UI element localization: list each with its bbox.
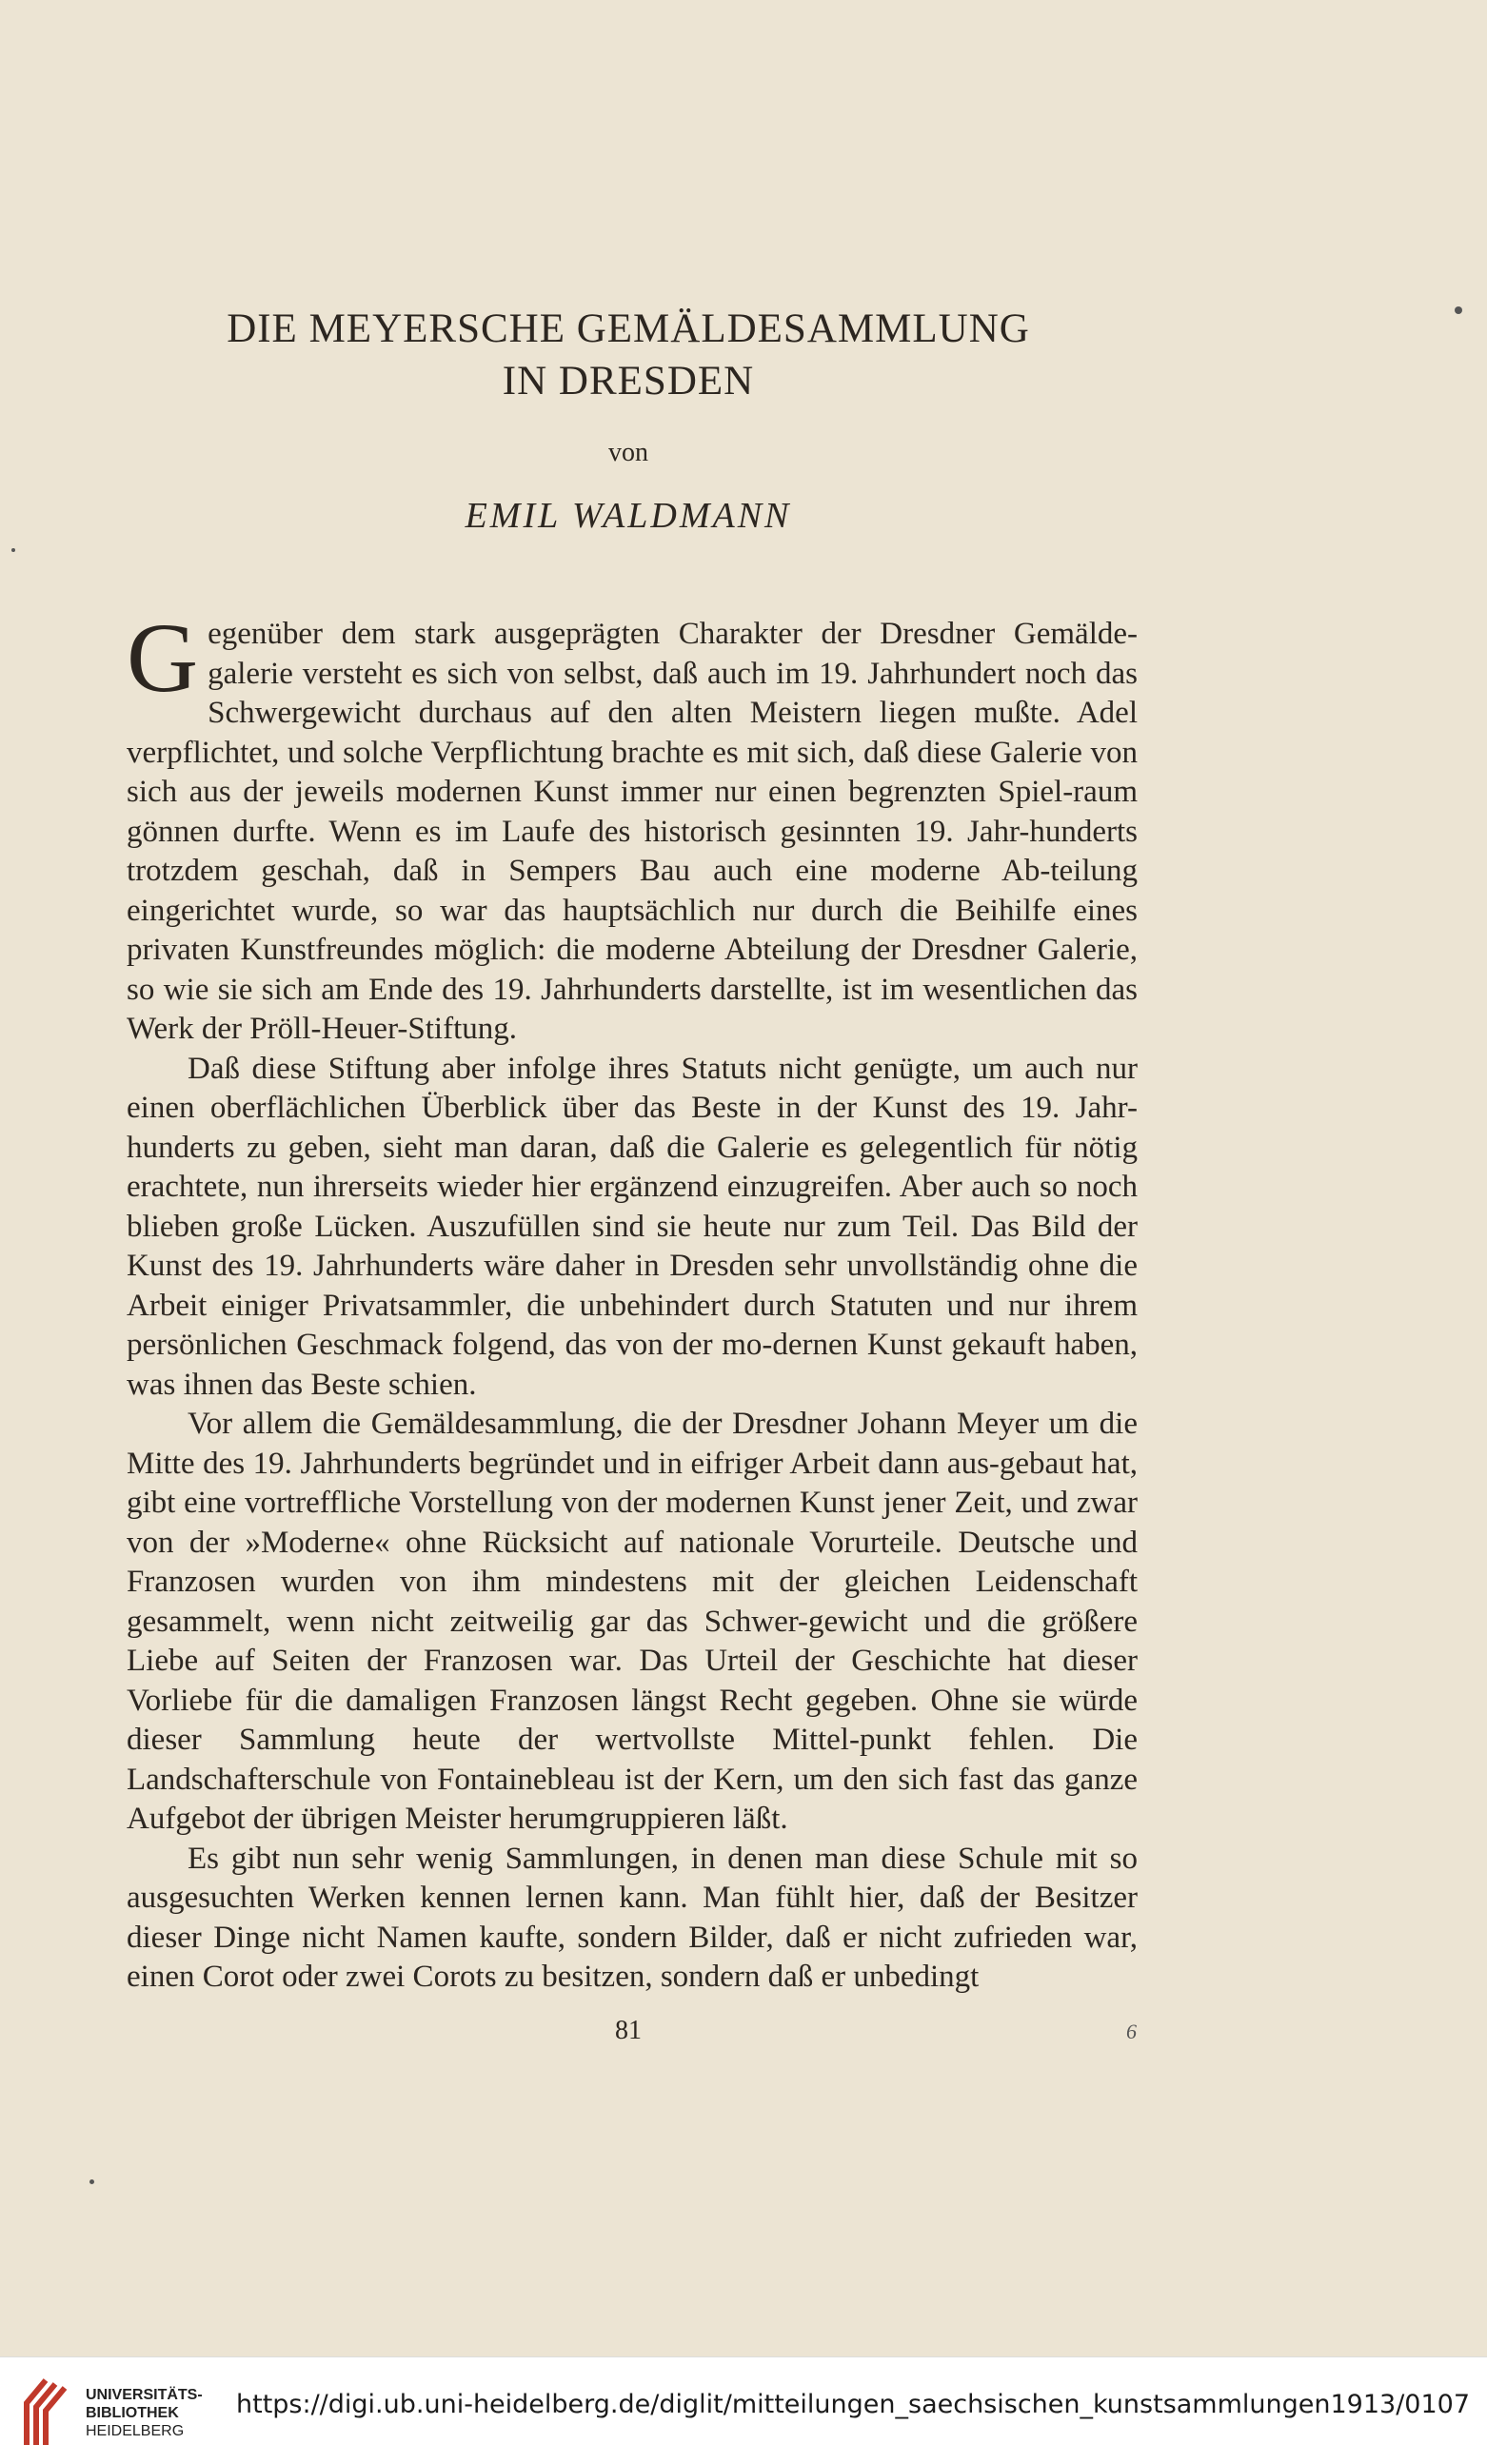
author-name: EMIL WALDMANN — [465, 496, 792, 536]
page-number: 81 — [615, 2016, 642, 2045]
paragraph-1-text: egenüber dem stark ausgeprägten Charakter der Dresdner Gemälde-galerie versteht es sich von selbst, daß auch im 19. Jahrhundert noch das Schwergewicht durchaus auf den alten Meistern liegen mußte. Adel verpflichtet, und solche Verpflichtung brachte es mit sich, daß diese Galerie von sich aus der jeweils modernen Kunst immer nur einen begrenzten Spiel-raum gönnen durfte. Wenn es im Laufe des historisch gesinnten 19. Jahr-hunderts trotzdem geschah, daß in Sempers Bau auch eine moderne Ab-teilung eingerichtet wurde, so war das hauptsächlich nur durch die Beihilfe eines privaten Kunstfreundes möglich: die moderne Abteilung der Dresdner Galerie, so wie sie sich am Ende des 19. Jahrhunderts darstellte, ist im wesentlichen das Werk der Pröll-Heuer-Stiftung. — [127, 617, 1138, 1046]
paragraph-3: Vor allem die Gemäldesammlung, die der Dresdner Johann Meyer um die Mitte des 19. Jahrhunderts begründet und in eifriger Arbeit dann aus-gebaut hat, gibt eine vortreffliche Vorstellung von der modernen Kunst jener Zeit, und zwar von der »Moderne« ohne Rücksicht auf nationale Vorurteile. Deutsche und Franzosen wurden von ihm mindestens mit der gleichen Leidenschaft gesammelt, wenn nicht zeitweilig gar das Schwer-gewicht und die größere Liebe auf Seiten der Franzosen war. Das Urteil der Geschichte hat dieser Vorliebe für die damaligen Franzosen längst Recht gegeben. Ohne sie würde dieser Sammlung heute der wertvollste Mittel-punkt fehlen. Die Landschafterschule von Fontainebleau ist der Kern, um den sich fast das ganze Aufgebot der übrigen Meister herumgruppieren läßt. — [127, 1407, 1138, 1836]
signature-mark: 6 — [1126, 2020, 1137, 2043]
institution-line-3: HEIDELBERG — [86, 2423, 185, 2439]
byline: von — [608, 438, 648, 467]
ink-speck — [11, 548, 15, 552]
paragraph-1 — [127, 603, 1138, 1050]
source-url-link[interactable]: https://digi.ub.uni-heidelberg.de/diglit/mitteilungen_saechsischen_kunstsammlungen1913/0107 — [236, 2390, 1471, 2419]
paragraph-2: Daß diese Stiftung aber infolge ihres Statuts nicht genügte, um auch nur einen oberflächlichen Überblick über das Beste in der Kunst des 19. Jahr-hunderts zu geben, sieht man daran, daß die Galerie es gelegentlich für nötig erachtete, nun ihrerseits wieder hier ergänzend einzugreifen. Aber auch so noch blieben große Lücken. Auszufüllen sind sie heute nur zum Teil. Das Bild der Kunst des 19. Jahrhunderts wäre daher in Dresden sehr unvollständig ohne die Arbeit einiger Privatsammler, die unbehindert durch Statuten und nur ihrem persönlichen Geschmack folgend, das von der mo-dernen Kunst gekauft haben, was ihnen das Beste schien. — [127, 1051, 1138, 1402]
paragraph-4: Es gibt nun sehr wenig Sammlungen, in denen man diese Schule mit so ausgesuchten Werken kennen lernen kann. Man fühlt hier, daß der Besitzer dieser Dinge nicht Namen kaufte, sondern Bilder, daß er nicht zufrieden war, einen Corot oder zwei Corots zu besitzen, sondern daß er unbedingt — [127, 1841, 1138, 1994]
title-line-1: DIE MEYERSCHE GEMÄLDESAMMLUNG — [227, 306, 1030, 351]
ub-heidelberg-logo-icon[interactable] — [13, 2375, 76, 2451]
article-body — [127, 603, 1138, 1998]
institution-line-1: UNIVERSITÄTS- — [86, 2387, 203, 2403]
title-line-2: IN DRESDEN — [502, 359, 755, 404]
ink-speck — [89, 2179, 94, 2184]
institution-line-2: BIBLIOTHEK — [86, 2405, 179, 2421]
footer-bar — [0, 2356, 1487, 2464]
article-title — [124, 303, 1133, 407]
institution-name — [86, 2386, 203, 2440]
ink-speck — [1455, 306, 1462, 314]
drop-cap: G — [127, 603, 199, 713]
